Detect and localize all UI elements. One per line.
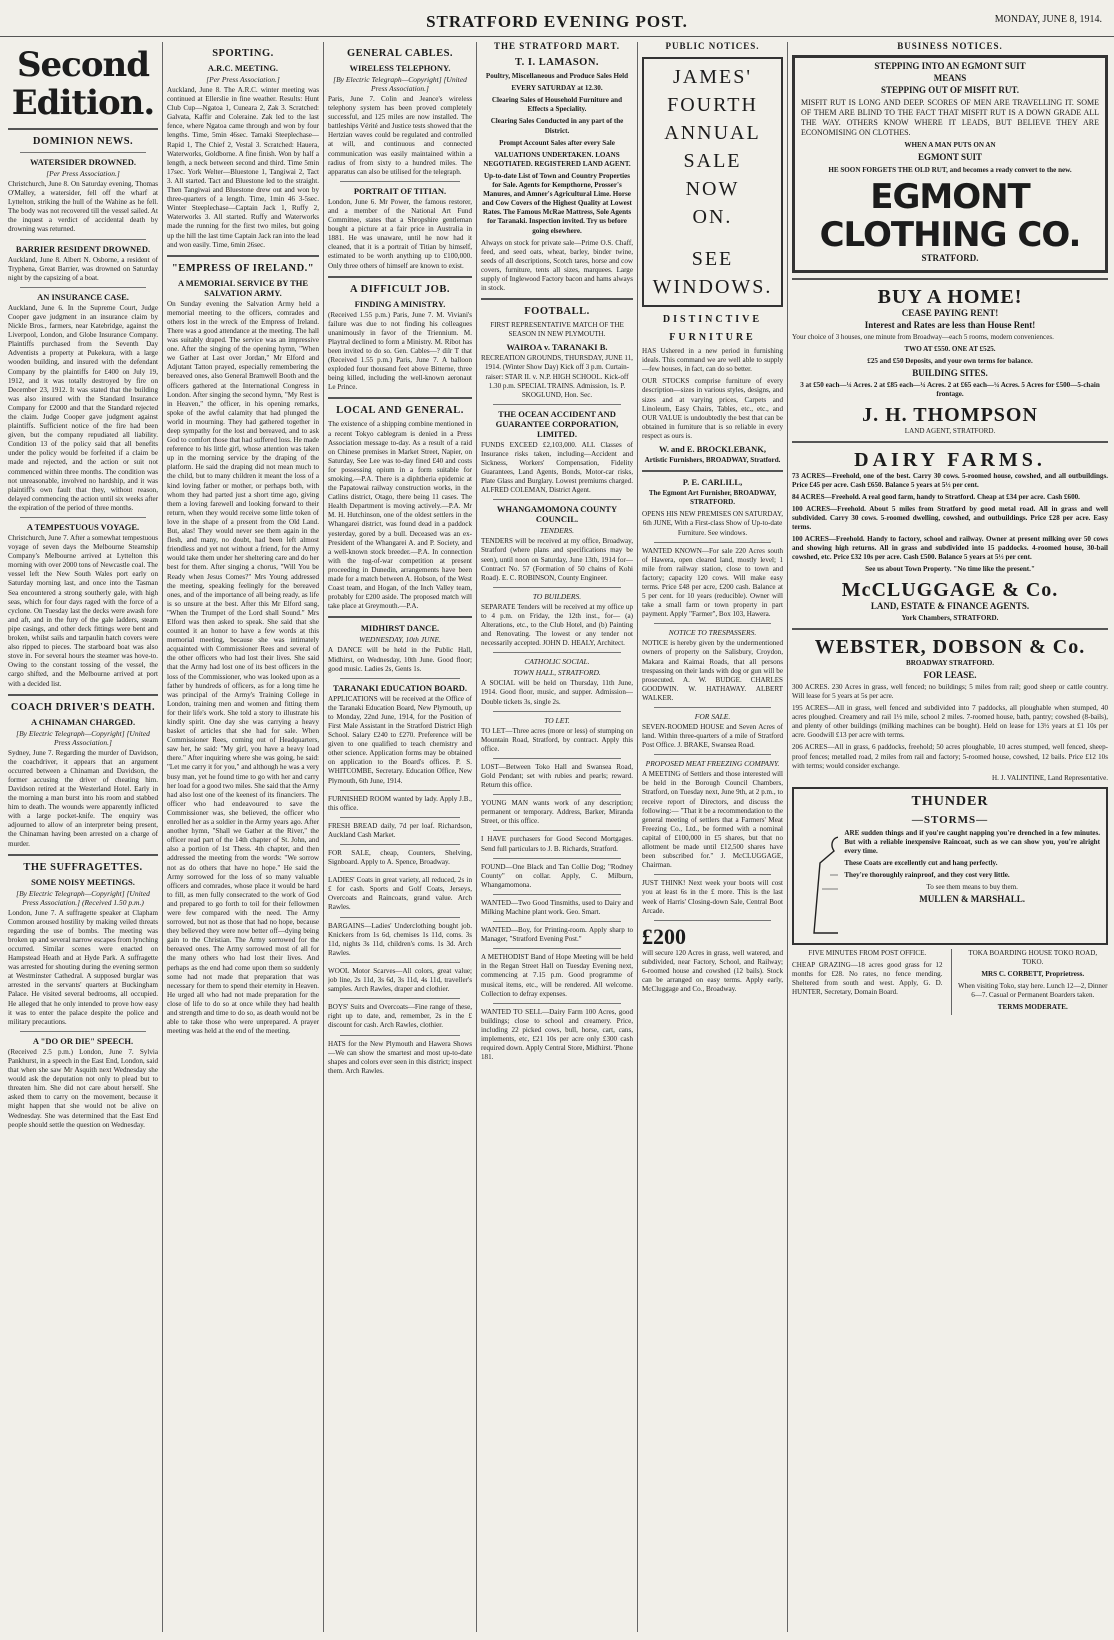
- article-heading: LOCAL AND GENERAL.: [336, 405, 464, 417]
- ad-subheading: TO LET.: [544, 715, 570, 725]
- ad-body: Your choice of 3 houses, one minute from Broadway—each 5 rooms, modern conveniences.: [792, 332, 1054, 341]
- firm-description: LAND, ESTATE & FINANCE AGENTS.: [870, 600, 1030, 611]
- article-source: [By Electric Telegraph—Copyright] [United Press Association.]: [333, 75, 467, 93]
- article-subheading: A.R.C. MEETING.: [207, 63, 279, 73]
- ad-body: RECREATION GROUNDS, THURSDAY, JUNE 11, 1914. (Winter Show Day) Kick off 3 p.m. Curtain-raiser: STAR II. v. N.P. HIGH SCHOOL. Kick-off 1.30 p.m. SPECIAL TRAINS. Admission, 1s. P. SKOGLUND, Hon. Sec.: [481, 354, 633, 399]
- ad-listing: 206 ACRES—All in grass, 6 paddocks, freehold; 50 acres ploughable, 10 acres stumped, well fenced, sheep-proof fences; metalled road, 2 miles from rail and factory; 5-roomed house, cowshed, 12 bails. Price £12 10s with terms; would consider exchange.: [792, 743, 1108, 770]
- divider: [654, 623, 771, 624]
- ad-body: They're thoroughly rainproof, and they cost very little.: [844, 871, 1010, 880]
- article-source: [Per Press Association.]: [46, 169, 120, 178]
- divider: [328, 276, 472, 278]
- issue-date: MONDAY, JUNE 8, 1914.: [994, 14, 1102, 25]
- ad-subheading: FOR SALE.: [694, 712, 731, 721]
- divider: [493, 794, 621, 795]
- section-heading: BUSINESS NOTICES.: [897, 42, 1003, 51]
- firm-name: J. H. THOMPSON: [862, 403, 1038, 426]
- article-subheading: WIRELESS TELEPHONY.: [349, 63, 451, 73]
- sale-line: SALE: [683, 150, 742, 173]
- ad-line: TERMS MODERATE.: [997, 1003, 1068, 1012]
- thunder-storms-ad: [792, 787, 1108, 945]
- ad-heading: MIDHIRST DANCE.: [360, 623, 440, 634]
- section-heading: PUBLIC NOTICES.: [665, 42, 760, 51]
- divider: [642, 470, 783, 472]
- divider: [493, 758, 621, 759]
- firm-name: McCLUGGAGE & Co.: [841, 578, 1059, 601]
- ad-signature: H. J. VALINTINE, Land Representative.: [992, 773, 1108, 782]
- ad-line: BUILDING SITES.: [912, 368, 988, 379]
- ad-subheading: FIVE MINUTES FROM POST OFFICE.: [808, 948, 927, 957]
- divider: [340, 1035, 460, 1036]
- newspaper-title: STRATFORD EVENING POST.: [426, 12, 688, 31]
- divider: [340, 917, 460, 918]
- ad-line: EGMONT SUIT: [917, 152, 983, 163]
- masthead: [0, 0, 1114, 37]
- column-business-notices: [792, 42, 1108, 1632]
- sale-line: SEE WINDOWS.: [652, 248, 773, 299]
- classified-ad: FOUND—One Black and Tan Collie Dog; "Rodney County" on collar. Apply, C. Milburn, Whangamomona.: [481, 862, 633, 889]
- ad-body: MISFIT RUT IS LONG AND DEEP. SCORES OF MEN ARE TRAVELLING IT. SOME OF THEM ARE BLIND TO THE FACT THAT MISFIT RUT IS A DOWN GRADE ALL THE WAY. OTHERS KNOW WHERE IT LEADS, BUT BELIEVE THEY ARE ECONOMISING ON CLOTHES.: [801, 98, 1099, 138]
- article-heading: COACH DRIVER'S DEATH.: [10, 701, 156, 713]
- firm-name: MRS C. CORBETT, Proprietress.: [981, 970, 1085, 979]
- divider: [493, 921, 621, 922]
- ad-listing: 300 ACRES. 230 Acres in grass, well fenced; no buildings; 5 miles from rail; good sheep or cattle country. Will lease for 5 years at 5s per acre.: [792, 682, 1108, 700]
- divider: [493, 652, 621, 653]
- ad-line: STEPPING OUT OF MISFIT RUT.: [881, 85, 1019, 96]
- ad-subheading: NOTICE TO TRESPASSERS.: [668, 628, 757, 638]
- ad-listing: 195 ACRES—All in grass, well fenced and subdivided into 7 paddocks, all ploughable when stumped, 40 acres ploughed. Creamery and rail 1½ mile, school 2 miles. 7-roomed house, bath, pantry; cowshed (8-bails), and plenty of other buildings (milking machines can be bought). Held on lease for 13½ years at £1 10s per acre. Goodwill £13 per acre with terms.: [792, 704, 1108, 740]
- article-heading: "EMPRESS OF IRELAND.": [171, 262, 315, 274]
- ad-body: To see them means to buy them.: [926, 883, 1018, 892]
- ad-line: See us about Town Property. "No time like the present.": [865, 565, 1035, 574]
- ad-heading: DISTINCTIVE FURNITURE: [662, 314, 763, 344]
- ad-listing: 84 ACRES—Freehold. A real good farm, handy to Stratford. Cheap at £34 per acre. Cash £600.: [792, 492, 1080, 501]
- firm-address: The Egmont Art Furnisher, BROADWAY, STRATFORD.: [648, 489, 777, 507]
- classified-ad: WOOL Motor Scarves—All colors, great value; job line, 2s 11d, 3s 6d, 3s 11d, 4s 11d, traveller's samples. Arch Rawles, draper and clothier.: [328, 966, 472, 994]
- article-heading: A DIFFICULT JOB.: [350, 283, 450, 295]
- divider: [340, 817, 460, 818]
- article-heading: AN INSURANCE CASE.: [37, 291, 129, 302]
- classified-ad: JUST THINK! Next week your boots will cost you at least 6s in the £ more. This is the last week of Harris' Closing-down Sale, Central Boot Arcade.: [642, 879, 783, 915]
- firm-address: York Chambers, STRATFORD.: [901, 613, 999, 622]
- ad-body: A SOCIAL will be held on Thursday, 11th June, 1914. Good floor, music, and supper. Admission—Double tickets 3s, single 2s.: [481, 679, 633, 706]
- sale-line: NOW: [685, 178, 740, 201]
- divider: [20, 1031, 146, 1032]
- ad-line: Poultry, Miscellaneous and Produce Sales Held: [485, 72, 629, 81]
- article-heading: WATERSIDER DROWNED.: [29, 157, 137, 167]
- article-body: London, June 7. A suffragette speaker at Clapham Common aroused hostility by making veiled threats regarding the use of bombs. The meeting was broken up and several narrow escapes from lynching occurred. Similar scenes were enacted on Hampstead Heath and at Hyde Park. A suffragette was arrested for shouting during the evening sermon at Westminster Cathedral. A supposed burglar was arrested in the servants' quarters at Buckingham Palace. He visited several bedrooms, all occupied. He alleged that he only intended to prove how easy it was to enter the palace despite the police and military precautions.: [8, 908, 158, 1026]
- column-dominion-news: [8, 42, 158, 1632]
- column-rule: [787, 42, 788, 1632]
- article-body: Auckland, June 6. In the Supreme Court, Judge Cooper gave judgment in an insurance claim by Nickle Bros., farmers, near Katebridge, against the Liverpool, London, and Globe Insurance Company. Plaintiffs purchased from the Seventh Day Adventists a property at Pukekura, with a large wooden building, and insured with the defendant Company by the plaintiffs for £400 on July 19, 1912, and it was totally destroyed by fire on December 23, 1912. It was stated that the building was also insured with the Standard Insurance Company for £2000 and that the Standard rejected the claim. Judge Cooper gave judgment against plaintiffs. Sufficient notice of the fire had been given, but the company repudiated all liability. Condition 13 of the policy said that all benefits under the policy would be forfeited if a claim be made and rejected, and the action or suit not commenced within three months. The condition was not unreasonable, involved no hardship, and it was plaintiff's own fault that they, without reason, delayed commencing the action until six weeks after the expiration of the period of three months.: [8, 303, 158, 512]
- divider: [493, 404, 621, 405]
- ad-body: NOTICE is hereby given by the undermentioned owners of property on the Salisbury, Croydon, Makara and Kaimai Roads, that all persons trespassing on their lands with dog or gun will be prosecuted. A. W. BUDGE. CHARLES GOODWIN. W. HATHAWAY. ALBERT WALKER.: [642, 639, 783, 702]
- ad-heading: THUNDER: [911, 793, 989, 809]
- classified-ad: TO LET—Three acres (more or less) of stumping on Mountain Road, Stratford, by contract. Apply this office.: [481, 726, 633, 753]
- divider: [340, 181, 460, 182]
- ad-line: TWO AT £550. ONE AT £525.: [904, 345, 996, 354]
- ad-line: VALUATIONS UNDERTAKEN. LOANS NEGOTIATED. REGISTERED LAND AGENT.: [483, 150, 631, 168]
- ad-subheading: TOKA BOARDING HOUSE TOKO ROAD, TOKO.: [968, 948, 1098, 966]
- divider: [8, 694, 158, 696]
- ad-line: EVERY SATURDAY at 12.30.: [511, 84, 603, 93]
- divider: [792, 628, 1108, 630]
- firm-address: LAND AGENT, STRATFORD.: [904, 426, 996, 435]
- divider: [8, 854, 158, 856]
- article-heading: THE SUFFRAGETTES.: [23, 861, 143, 873]
- ad-body: APPLICATIONS will be received at the Office of the Taranaki Education Board, New Plymouth, up to Monday, 22nd June, 1914, for the Position of First Male Assistant in the Stratford District High School. Salary £240 to £270. Preference will be given to one qualified to teach chemistry and other science. Application forms may be obtained on application to the Board's offices. P. S. WHITCOMBE, Secretary. Education Office, New Plymouth, 6th June, 1914.: [328, 694, 472, 785]
- divider: [493, 711, 621, 712]
- classified-ad: BOYS' Suits and Overcoats—Fine range of these, right up to date, and, remember, 2s in the £ discount for cash. Arch Rawles, clothier.: [328, 1003, 472, 1030]
- article-body: Christchurch, June 7. After a somewhat tempestuous voyage of seven days the Melbourne Steamship Company's Melbourne arrived at Lyttelton this morning with over 2000 tons of Newcastle coal. The vessel left the New South Wales port early on Saturday morning last, and once into the Tasman Sea encountered a strong southerly gale, with high seas, which for four days raged with the force of a cyclone. On Tuesday last the decks were awash fore and aft, and in the fury of the gale ladders, steam pipe casings, and other deck fittings were bent and broken, whilst sails and tarpaulin hatch covers were also ripped to pieces. The starboard boat was also stove in. For several hours the steamer was hove-to. Owing to the constant tossing of the vessel, the cargo shifted, and the Melbourne arrived at port with a decided list.: [8, 534, 158, 688]
- ad-line: FIRST REPRESENTATIVE MATCH OF THE SEASON IN NEW PLYMOUTH.: [490, 321, 624, 339]
- firm-name: WEBSTER, DOBSON & Co.: [814, 635, 1086, 658]
- sale-line: FOURTH: [667, 94, 758, 117]
- ad-subheading: FOR LEASE.: [923, 669, 977, 680]
- edition-heading: Second Edition.: [11, 45, 155, 123]
- divider: [20, 287, 146, 288]
- ad-body: TENDERS will be received at my office, Broadway, Stratford (where plans and specifications may be seen), until noon on Saturday, June 13th, 1914 for— Contract No. 57 (Formation of 50 chains of Kohi Road). E. C. ROBINSON, County Engineer.: [481, 537, 633, 582]
- classified-ad: WANTED KNOWN—For sale 220 Acres south of Hawera, open cleared land, mostly level; 1 mile from railway station, close to town and factory; capacity 120 cows. Will make easy terms. Price £48 per acre, £200 cash. Balance at 5 per cent. for 10 years (reducible). Owner will take a small farm or town property in part payment. Apply "Farmer", Box 103, Hawera.: [642, 546, 783, 619]
- article-source: [By Electric Telegraph—Copyright] [United Press Association.]: [16, 728, 150, 747]
- divider: [20, 239, 146, 240]
- article-body: Auckland, June 8. The A.R.C. winter meeting was continued at Ellerslie in fine weather. Results: Hunt Club Cup—Ngatoa 1, Cuneara 2, Zak 3. Scratched: Galvata, Kaffir and Coleraine. Zak led to the last fence, where Ngatoa came through and won by four lengths. Time, 5min 46sec. Tamaki Steeplechase—Rapid 1, The Chief 2, Vestal 3. Scratched: Hauera, Waterworks, Goldborne. A fine finish. Won by half a length, a neck between second and third. Time 5min 17sec. York Welter—Bluestone 1, Tangiwai 2, Tact 3. All started. Tact and Bluestone led to the straight. Then Tangiwai and Bluestone drew out and won by three-quarters of a length. Time, 1min 46 3-5sec. Winter Steeplechase—Captain Jack 1, Ruffy 2, Waterworks 3. All started. Ruffy and Waterworks made the running for the first two miles, but going up the hill the last time Captain Jack ran into the lead and won easily. Time, 6min 26sec.: [167, 86, 319, 249]
- ad-listing: 73 ACRES—Freehold, one of the best. Carry 30 cows. 5-roomed house, cowshed, and all outbuildings. Price £45 per acre. Cash £650. Balance 5 years at 5½ per cent.: [792, 471, 1108, 489]
- classified-ad: FURNISHED ROOM wanted by lady. Apply J.B., this office.: [328, 794, 472, 812]
- firm-town: STRATFORD.: [921, 252, 979, 263]
- ad-body: ARE sudden things and if you're caught napping you're drenched in a few minutes. But with a reliable inexpensive Raincoat, such as we can show you, you're alright every time.: [844, 828, 1100, 856]
- ad-heading: DAIRY FARMS.: [854, 448, 1046, 471]
- classified-ad: will secure 120 Acres in grass, well watered, and subdivided, near Factory, School, and Railway; 6-roomed house and cowshed (12 bails). Stock can be arranged on easy terms. Apply early, McCluggage and Co., Broadway.: [642, 948, 783, 994]
- grazing-ad: [792, 949, 943, 1016]
- ad-line: Always on stock for private sale—Prime O.S. Chaff, feed, and seed oats, wheat, barley, binder twine, seeds of all descriptions, Scotch tares, horse and cow covers, furniture, tents all sizes, marquees. Large supply of Inglewood Factory bacon and hams always in stock.: [481, 238, 633, 293]
- boarding-house-ad: [951, 949, 1109, 1016]
- article-source: [Per Press Association.]: [206, 75, 280, 84]
- classified-ad: FRESH BREAD daily, 7d per loaf. Richardson, Auckland Cash Market.: [328, 821, 472, 839]
- ad-line: Clearing Sales Conducted in any part of the District.: [490, 117, 624, 135]
- divider: [493, 858, 621, 859]
- divider: [340, 871, 460, 872]
- divider: [493, 587, 621, 588]
- divider: [654, 754, 771, 755]
- article-subheading: SOME NOISY MEETINGS.: [31, 876, 135, 887]
- classified-ad: YOUNG MAN wants work of any description; permanent or temporary. Address, Barker, Miranda Street, or this office.: [481, 799, 633, 826]
- article-body: Christchurch, June 8. On Saturday evening, Thomas O'Malley, a watersider, fell off the wharf at Lyttelton, striking the hull of the Wahine as he fell. The body was not recovered till the vessel sailed. At the inquest a verdict of accidental death by drowning was returned.: [8, 180, 158, 234]
- classified-ad: I HAVE purchasers for Good Second Mortgages. Send full particulars to J. B. Richards, Stratford.: [481, 835, 633, 853]
- ad-body: When visiting Toko, stay here. Lunch 12—2, Dinner 6—7. Casual or Permanent Boarders taken.: [958, 982, 1108, 1000]
- classified-ad: A METHODIST Band of Hope Meeting will be held in the Regan Street Hall on Tuesday Evening next, commencing at 7.15 p.m. Good programme of musical items, etc., will be rendered. All welcome. Collection to defray expenses.: [481, 953, 633, 998]
- article-body: Paris, June 7. Colin and Jeance's wireless telephony system has been proved completely successful, and 125 miles are now installed. The battleships Vérité and Justice tests showed that the Hertzian waves could be regulated and controlled at will, and continuous and connected communication was easily maintained within a radius of from sixty to a hundred miles. The apparatus can also be utilised for the telegraph.: [328, 95, 472, 176]
- egmont-clothing-ad: [792, 55, 1108, 273]
- divider: [792, 441, 1108, 443]
- ad-body: OPENS HIS NEW PREMISES ON SATURDAY, 6th JUNE, With a First-class Show of Up-to-date Furniture. See windows.: [642, 510, 783, 537]
- column-sporting: [167, 42, 319, 1632]
- classified-ad: HATS for the New Plymouth and Hawera Shows—We can show the smartest and most up-to-date shapes and colors ever seen in this district; inspect them. Arch Rawles.: [328, 1039, 472, 1075]
- ad-subheading: TOWN HALL, STRATFORD.: [513, 668, 601, 678]
- divider: [20, 152, 146, 153]
- article-body: (Received 1.55 p.m.) Paris, June 7. M. Viviani's failure was due to not finding his colleagues unanimously in favor of the Triennium. M. Playtral declined to form a Ministry. M. Ribot has been invited to do so. Gen. Cables—? dilr T that (Received 1.55 p.m.) Paris, June 7. A balloon exploded four thousand feet above Bitterne, three being killed, including the well-known aeronaut Le Prince.: [328, 310, 472, 392]
- ad-subheading: CATHOLIC SOCIAL.: [524, 657, 590, 667]
- ad-date: WEDNESDAY, 10th JUNE.: [359, 635, 441, 645]
- divider: [654, 874, 771, 875]
- ad-line: Clearing Sales of Household Furniture and Effects a Speciality.: [491, 96, 623, 114]
- divider: [20, 517, 146, 518]
- section-heading: SPORTING.: [212, 48, 274, 59]
- price-heading: £200: [642, 923, 686, 949]
- firm-address: Artistic Furnishers, BROADWAY, Stratford.: [644, 456, 781, 465]
- column-stratford-mart: [481, 42, 633, 1632]
- ad-subheading: TO BUILDERS.: [532, 591, 582, 601]
- firm-logo: EGMONT CLOTHING CO.: [819, 176, 1081, 255]
- ad-line: WHEN A MAN PUTS ON AN: [904, 141, 996, 150]
- divider: [654, 542, 771, 543]
- ad-heading: FOOTBALL.: [524, 306, 590, 318]
- ad-listing: 100 ACRES—Freehold. About 5 miles from Stratford by good metal road. All in grass and well subdivided. Carry 30 cows. 5-roomed dwelling, cowshed, and outbuildings. Price £28 per acre. Easy terms.: [792, 504, 1108, 532]
- ad-body: HAS Ushered in a new period in furnishing ideals. This command we are well able to supply—few houses, in fact, can do so better.: [642, 347, 783, 374]
- divider: [654, 920, 771, 921]
- auctioneer-name: T. I. LAMASON.: [514, 57, 600, 69]
- divider: [340, 844, 460, 845]
- firm-name: P. E. CARLILL,: [682, 477, 743, 488]
- ad-body: FUNDS EXCEED £2,103,000. ALL Classes of Insurance risks taken, including—Accident and Sickness, Workers' Compensation, Fidelity Guarantees, Land Agents, Bonds, Motor-car risks, Plate Glass and Burglary. Lowest premiums charged. ALFRED COLEMAN, District Agent.: [481, 440, 633, 495]
- section-heading: GENERAL CABLES.: [346, 48, 454, 59]
- divider: [340, 790, 460, 791]
- sale-line: ON.: [692, 206, 733, 229]
- ad-subheading: PROPOSED MEAT FREEZING COMPANY.: [645, 759, 780, 769]
- divider: [340, 678, 460, 679]
- classified-ad: WANTED TO SELL—Dairy Farm 100 Acres, good buildings; close to school and creamery. Price, including 22 picked cows, bull, horse, cart, cans, implements, etc, £21 10s per acre only £300 cash required down. Apply Central Store, Midhirst. 'Phone 181.: [481, 1007, 633, 1062]
- divider: [8, 128, 158, 130]
- article-heading: PORTRAIT OF TITIAN.: [353, 185, 447, 196]
- column-rule: [323, 42, 324, 1632]
- article-body: On Sunday evening the Salvation Army held a memorial meeting to the officers, comrades and others lost in the wreck of the Empress of Ireland. There was a good attendance at the meeting. The hall was suitably draped. The service was an impressive one. After the singing of the opening hymn, "When we Gather at Last over Jordan," Mr Elford and Adjutant Tatton prayed, especially remembering the bereaved ones, also General Bramwell Booth and the officers gathered at the International Congress in London. After singing the second hymn, "My Rest is in Heaven," the officer, in his opening remarks, spoke of the awful calamity that had plunged the world in mourning. They had gathered together in deep sympathy for the lost and bereaved, and to ask God to comfort those that had suffered loss. He made reference to his little girl, whose attention was taken up in the morning service by the draping of the platform. He said the draping did not mean much to the child, but to many children it meant the loss of a kind loving father or mother, or perhaps both, with whom they had parted just a short time ago, giving them a loving farewell and looking forward to their return, when they would receive some little token of love in the shape of a present from the Old Land. But, alas! They would never see them again in the flesh, and many, no doubt, had been left almost friendless and yet not without a friend, for the Army would take them under her sheltering care and do her best for them. After singing a chorus, "Will You be Ready when Jesus Comes?" Mrs Young addressed the meeting, speaking feelingly for the bereaved ones, and of the importance of all being ready, as life is so unsure at the best. After this Mr Elford sang, "When the Trumpet of the Lord shall Sound." Mrs Elford was then asked to speak. She said that she counted it an honor to have a few words at this memorial meeting, because she was intimately acquainted with Commissioner Rees and several of the other officers who had lost their lives. She said that the Army had lost one of its best officers in the loss of the Commissioner, who was looked upon as a father by hundreds of officers, as for a long time he was principal of the Army's Training College in London, training men and women and fitting them for their life's work. She told a story to illustrate his kindly spirit. One day she was carrying a heavy basket of articles that she had for sale. When Commissioner Rees, coming out of Headquarters, saw her, he said: "My girl, you have a heavy load there." After inquiring where she was going, he said: "Let me carry it for you," and although he was a very busy man, yet he found time to go with her and carry her load for a good two miles. She said that the Army had also lost one of the keenest of its financiers. The officer who had endeavoured to save the Commissioner was, she believed, the officer who enrolled her as a soldier in the Army years ago. After another hymn, "Shall we Gather at the River," the officer read part of the 14th chapter of St. John, and also a portion of 1st Thess. 4th chapter, and then addressed the meeting from the words: "We sorrow not as do others that have no hope." He said the Army sorrowed for the loss of so many valuable officers and comrades, whose place it would be hard to fill, as men fully consecrated to the work of God and prepared to go forth to toil for their fellowmen were few compared with the need. The Army sorrowed, but not as those that had no hope, because they believed they were now better off—dying being gain to the Christian. The Army sorrowed for the bereaved ones. The Army sorrowed most of all for the many others who had lost their lives. And perhaps as the end had come upon them so suddenly some had not made that preparation that was necessary for them to spend their eternity in Heaven. He urged all who had not made preparation for the close of life to do so at once while they had health and strength and time to do so, as death would not be able to take those who were unprepared. A prayer meeting was held at the end of the meeting.: [167, 299, 319, 1036]
- ad-line: CEASE PAYING RENT!: [901, 307, 999, 318]
- classified-ad: WANTED—Two Good Tinsmiths, used to Dairy and Milking Machine plant work. Geo. Smart.: [481, 898, 633, 916]
- column-rule: [162, 42, 163, 1632]
- divider: [654, 707, 771, 708]
- article-body: The existence of a shipping combine mentioned in a recent Tokyo cablegram is denied in a Press Association message to-day. As a result of a raid on Chinese premises in Market Street, Napier, on Saturday, See Lee was to-day fined £40 and costs for possessing opium in a form suitable for smoking.—P.A. There is a diphtheria epidemic at the Papatowai railway construction works, in the Catlins district, Otago, there being 11 cases. The Health Department is moving actively.—P.A. Mr M. H. Hutchinson, one of the oldest settlers in the Whangarei district, was found dead in a paddock yesterday, gored by a bull. Deceased was an ex-President of the Whangarei A. and P. Society, and a well-known stock breeder.—P.A. In connection with the tug-of-war competition at present proceeding in Dunedin, arrangements have been made for a match between A. Hobson, of the West Coast team, and Hogan, of the Inch Valley team, probably for £200 aside. The proposed match will take place at Greymouth.—P.A.: [328, 420, 472, 611]
- ad-heading: WHANGAMOMONA COUNTY COUNCIL.: [496, 504, 618, 525]
- divider: [493, 499, 621, 500]
- ad-body: These Coats are excellently cut and hang perfectly.: [844, 859, 998, 868]
- article-body: London, June 6. Mr Power, the famous restorer, and a member of the National Art Fund Committee, states that a Shropshire gentleman bought a picture at a fair price in Australia in 1881. He was unaware, until he now had it cleaned, that it is a portrait of Titian by himself, estimated to be worth anything up to £100,000. Only three others of himself are known to exist.: [328, 197, 472, 270]
- firm-address: BROADWAY STRATFORD.: [905, 658, 995, 667]
- sale-line: JAMES': [673, 66, 752, 89]
- divider: [340, 998, 460, 999]
- section-heading: DOMINION NEWS.: [32, 136, 134, 147]
- article-heading: A "DO OR DIE" SPEECH.: [32, 1035, 134, 1046]
- ad-body: A DANCE will be held in the Public Hall, Midhirst, on Wednesday, 10th June. Good floor; good music. Ladies 2s, Gents 1s.: [328, 646, 472, 673]
- divider: [493, 1003, 621, 1004]
- firm-name: MULLEN & MARSHALL.: [919, 894, 1026, 905]
- ad-listing: 100 ACRES—Freehold. Handy to factory, school and railway. Owner at present milking over 50 cows and showing high returns. All in grass and subdivided into 15 paddocks. 4-roomed house, 30-bail cowshed, etc. Price £32 10s per acre. Cash £500. Balance 5 years at 5½ per cent.: [792, 535, 1108, 562]
- mart-masthead: THE STRATFORD MART.: [493, 42, 621, 51]
- ad-heading: TARANAKI EDUCATION BOARD.: [332, 682, 468, 693]
- divider: [167, 255, 319, 257]
- divider: [481, 298, 633, 300]
- ad-line: Up-to-date List of Town and Country Properties for Sale. Agents for Kempthorne, Prosser's Manures, and Amner's Agricultural Lime. Horse and Cow Covers of the Highest Quality at Lowest Rates. The Famous McRae Mattress, Sole Agents for Taranaki. Inspection invited. Try us before going elsewhere.: [482, 171, 632, 235]
- divider: [340, 962, 460, 963]
- article-subheading: A CHINAMAN CHARGED.: [30, 716, 136, 727]
- article-body: Auckland, June 8. Albert N. Osborne, a resident of Tryphena, Great Barrier, was drowned on Saturday night by the capsizing of a boat.: [8, 255, 158, 282]
- column-rule: [476, 42, 477, 1632]
- article-subheading: FINDING A MINISTRY.: [354, 298, 446, 309]
- match-title: WAIROA v. TARANAKI B.: [506, 342, 608, 353]
- article-heading: A TEMPESTUOUS VOYAGE.: [26, 522, 140, 532]
- article-source: [By Electric Telegraph—Copyright] [United Press Association.] (Received 1.50 p.m.): [16, 888, 150, 907]
- ad-body: SEPARATE Tenders will be received at my office up to 4 p.m. on Friday, the 12th inst., for— (a) Alterations, etc., to the Club Hotel, and (b) Painting and Renovating. The lowest or any tender not necessarily accepted. JOHN D. HEALY, Architect.: [481, 602, 633, 648]
- column-rule: [637, 42, 638, 1632]
- classified-ad: LADIES' Coats in great variety, all reduced, 2s in £ for cash. Sports and Golf Coats, Jerseys, Overcoats and Raincoats, grand value. Arch Rawles.: [328, 876, 472, 912]
- divider: [493, 948, 621, 949]
- ad-line: Prompt Account Sales after every Sale: [499, 138, 615, 147]
- divider: [328, 616, 472, 618]
- ad-body: SEVEN-ROOMED HOUSE and Seven Acres of land. Within three-quarters of a mile of Stratford Post Office. J. BRAKE, Swansea Road.: [642, 723, 783, 750]
- classified-ad: LOST—Between Toko Hall and Swansea Road, Gold Pendant; set with rubies and pearls; reward. Return this office.: [481, 762, 633, 790]
- ad-heading: —STORMS—: [911, 813, 989, 826]
- classified-ad: FOR SALE, cheap, Counters, Shelving, Signboard. Apply to A. Spence, Broadway.: [328, 849, 472, 867]
- divider: [792, 278, 1108, 280]
- sale-line: ANNUAL: [664, 122, 761, 145]
- ad-line: 3 at £50 each—¼ Acres. 2 at £85 each—¼ Acres. 2 at £65 each—¼ Acres. 5 Acres for £500—5-chain frontage.: [800, 381, 1100, 399]
- ad-line: Interest and Rates are less than House Rent!: [864, 319, 1036, 330]
- article-subheading: A MEMORIAL SERVICE BY THE SALVATION ARMY.: [177, 277, 309, 298]
- ad-subheading: TENDERS.: [540, 526, 574, 536]
- divider: [328, 397, 472, 399]
- firm-name: W. and E. BROCKLEBANK,: [659, 444, 766, 455]
- column-public-notices: [642, 42, 783, 1632]
- ad-heading: BUY A HOME!: [877, 285, 1023, 308]
- classified-ad: BARGAINS—Ladies' Underclothing bought job. Knickers from 1s 6d, chemises 1s 11d, coms. 3s 11d, nights 3s 11d, children's coms. 1s 3d. Arch Rawles.: [328, 921, 472, 957]
- ad-heading: THE OCEAN ACCIDENT AND GUARANTEE CORPORATION, LIMITED.: [495, 408, 619, 439]
- ad-body: OUR STOCKS comprise furniture of every description—sizes in various styles, designs, and sizes and at varying prices, Carpets and Linoleum, Easy Chairs, Tables, etc., etc., and OUR VALUE is undoubtedly the best that can be obtained in furniture that is so reliable in every respect as ours is.: [642, 377, 783, 440]
- ad-line: STEPPING INTO AN EGMONT SUIT: [874, 61, 1026, 72]
- article-body: (Received 2.5 p.m.) London, June 7. Sylvia Pankhurst, in a speech in the East End, London, said that when she saw Mr Asquith next Wednesday she would ask the deputation not only to plead but to threaten him. She did not care about herself. She asked them to carry on the movement, because it might happen that she would not be alive on Wednesday. She was determined that the East End people should settle the question on Wednesday.: [8, 1047, 158, 1129]
- raincoat-figure-icon: [800, 829, 838, 939]
- ad-line: £25 and £50 Deposits, and your own terms for balance.: [867, 357, 1033, 366]
- ad-body: A MEETING of Settlers and those interested will be held in the Borough Council Chambers, Stratford, on Tuesday next, June 9th, at 2 p.m., to receive report of Directors, and discuss the following:— "That it be a recommendation to the general meeting of settlers that a Farmers' Meat Freezing Co., Ltd., be formed with a nominal capital of £100,000 in £5 shares, but that no allotment be made until £12,500 shares have been subscribed for." J. McCLUGGAGE, Chairman.: [642, 770, 783, 870]
- column-general-cables: [328, 42, 472, 1632]
- ad-body: CHEAP GRAZING—18 acres good grass for 12 months for £28. No rates, no fence mending. Sheltered from south and west. Apply, G. D. HUNTER, Secretary, Domain Board.: [792, 960, 943, 997]
- ad-line: HE SOON FORGETS THE OLD RUT, and becomes a ready convert to the new.: [828, 165, 1072, 174]
- divider: [493, 830, 621, 831]
- divider: [493, 894, 621, 895]
- article-heading: BARRIER RESIDENT DROWNED.: [15, 243, 151, 254]
- ad-line: MEANS: [933, 73, 967, 84]
- article-body: Sydney, June 7. Regarding the murder of Davidson, the coachdriver, it appears that an argument occurred between a Chinaman and Davidson, the former accusing the driver of cheating him. Davidson retired at the Westerland Hotel. Early in the morning a man burst into his room and stabbed him to death. The wounds were apparently inflicted with a large pocket-knife. The enquiry was adjourned to allow of an interpreter being present, the Chinaman having been arrested on a charge of murder.: [8, 748, 158, 848]
- classified-ad: WANTED—Boy, for Printing-room. Apply sharp to Manager, "Stratford Evening Post.": [481, 926, 633, 944]
- sale-ad: [642, 57, 783, 307]
